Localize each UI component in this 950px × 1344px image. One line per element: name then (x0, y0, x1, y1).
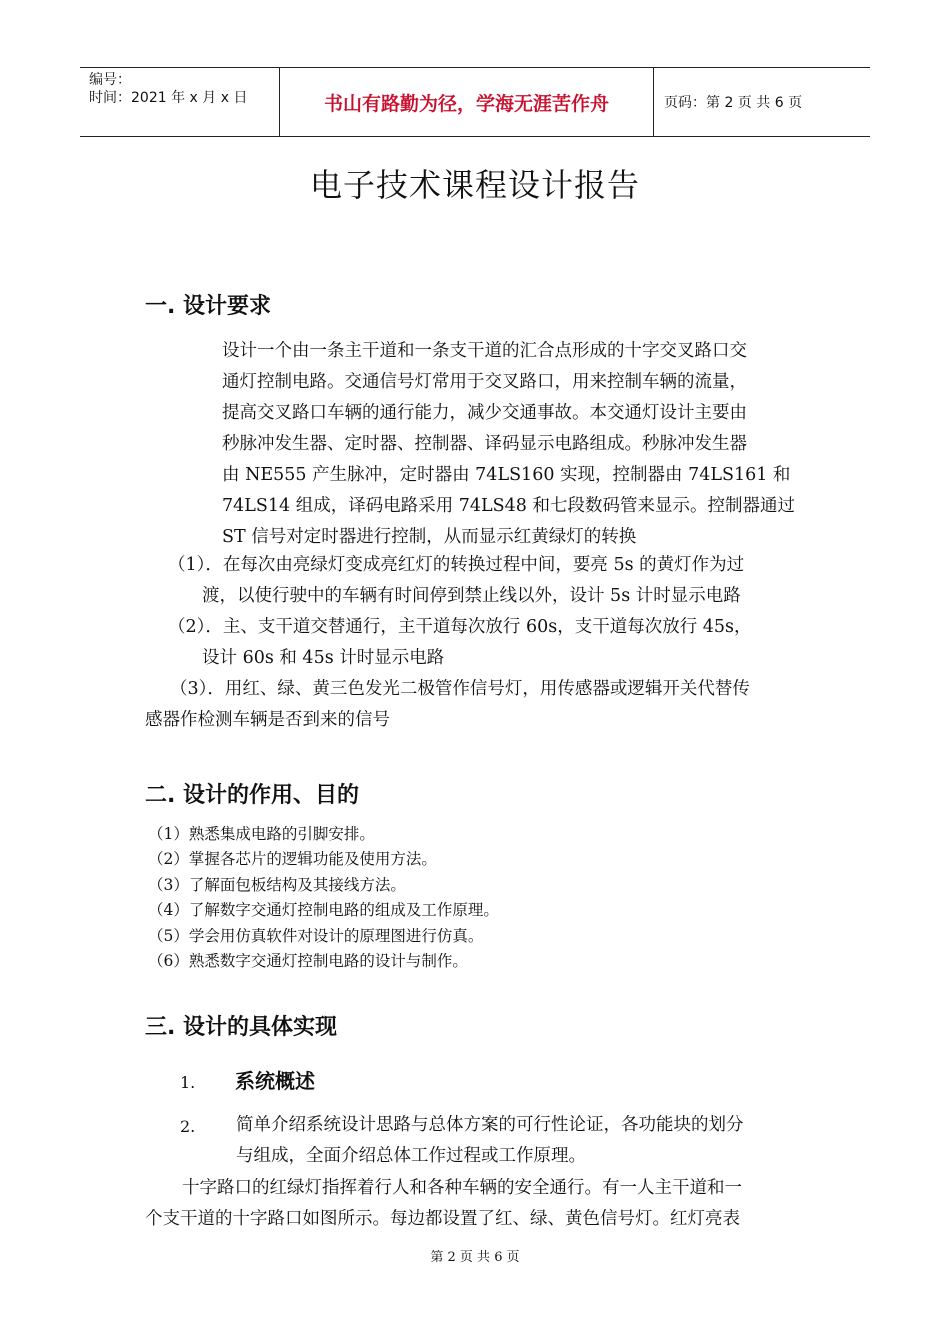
header-motto: 书山有路勤为径，学海无涯苦作舟 (280, 68, 654, 136)
header-left-cell (80, 68, 280, 136)
body-paragraph-line: 个支干道的十字路口如图所示。每边都设置了红、绿、黄色信号灯。红灯亮表 (145, 1209, 740, 1229)
body-paragraph-line: 十字路口的红绿灯指挥着行人和各种车辆的安全通行。有一人主干道和一 (182, 1178, 742, 1198)
section3-heading: 三. 设计的具体实现 (145, 1015, 338, 1040)
list-item: （5）学会用仿真软件对设计的原理图进行仿真。 (148, 927, 484, 945)
header-table (80, 67, 870, 137)
paragraph-line: 设计一个由一条主干道和一条支干道的汇合点形成的十字交叉路口交 (222, 341, 747, 361)
subsection-1-title: 系统概述 (235, 1069, 315, 1093)
header-page-info: 页码：第 2 页 共 6 页 (664, 95, 803, 111)
paragraph-line: 由 NE555 产生脉冲，定时器由 74LS160 实现，控制器由 74LS161 和 (222, 465, 791, 485)
list-item: （4）了解数字交通灯控制电路的组成及工作原理。 (148, 901, 499, 919)
requirement-item-2: （2）．主、支干道交替通行，主干道每次放行 60s，支干道每次放行 45s， (168, 617, 752, 637)
requirement-item-3: （3）．用红、绿、黄三色发光二极管作信号灯，用传感器或逻辑开关代替传 (170, 679, 750, 699)
list-item: （1）熟悉集成电路的引脚安排。 (148, 825, 375, 843)
list-item: （6）熟悉数字交通灯控制电路的设计与制作。 (148, 952, 468, 970)
paragraph-line: ST 信号对定时器进行控制，从而显示红黄绿灯的转换 (222, 527, 637, 547)
subsection-2-line: 简单介绍系统设计思路与总体方案的可行性论证，各功能块的划分 (236, 1115, 744, 1135)
list-item: （2）掌握各芯片的逻辑功能及使用方法。 (148, 850, 437, 868)
requirement-item-1: （1）．在每次由亮绿灯变成亮红灯的转换过程中间，要亮 5s 的黄灯作为过 (168, 555, 745, 575)
section2-heading: 二. 设计的作用、目的 (145, 783, 360, 808)
list-item: （3）了解面包板结构及其接线方法。 (148, 876, 406, 894)
paragraph-line: 秒脉冲发生器、定时器、控制器、译码显示电路组成。秒脉冲发生器 (222, 434, 747, 454)
paragraph-line: 提高交叉路口车辆的通行能力，减少交通事故。本交通灯设计主要由 (222, 403, 747, 423)
subsection-1-number: 1. (180, 1073, 196, 1092)
requirement-item-3-cont: 感器作检测车辆是否到来的信号 (145, 710, 390, 730)
subsection-2-number: 2. (180, 1117, 196, 1136)
requirement-item-1-cont: 渡，以使行驶中的车辆有时间停到禁止线以外，设计 5s 计时显示电路 (202, 586, 741, 606)
paragraph-line: 74LS14 组成，译码电路采用 74LS48 和七段数码管来显示。控制器通过 (222, 496, 795, 516)
time-label: 时间：2021 年 x 月 x 日 (89, 90, 248, 106)
requirement-item-2-cont: 设计 60s 和 45s 计时显示电路 (202, 648, 445, 668)
section1-heading: 一. 设计要求 (145, 294, 272, 319)
paragraph-line: 通灯控制电路。交通信号灯常用于交叉路口，用来控制车辆的流量， (222, 372, 747, 392)
number-label: 编号： (89, 72, 131, 88)
subsection-2-line: 与组成，全面介绍总体工作过程或工作原理。 (236, 1146, 586, 1166)
page-title: 电子技术课程设计报告 (309, 166, 640, 204)
page-footer: 第 2 页 共 6 页 (430, 1250, 520, 1265)
